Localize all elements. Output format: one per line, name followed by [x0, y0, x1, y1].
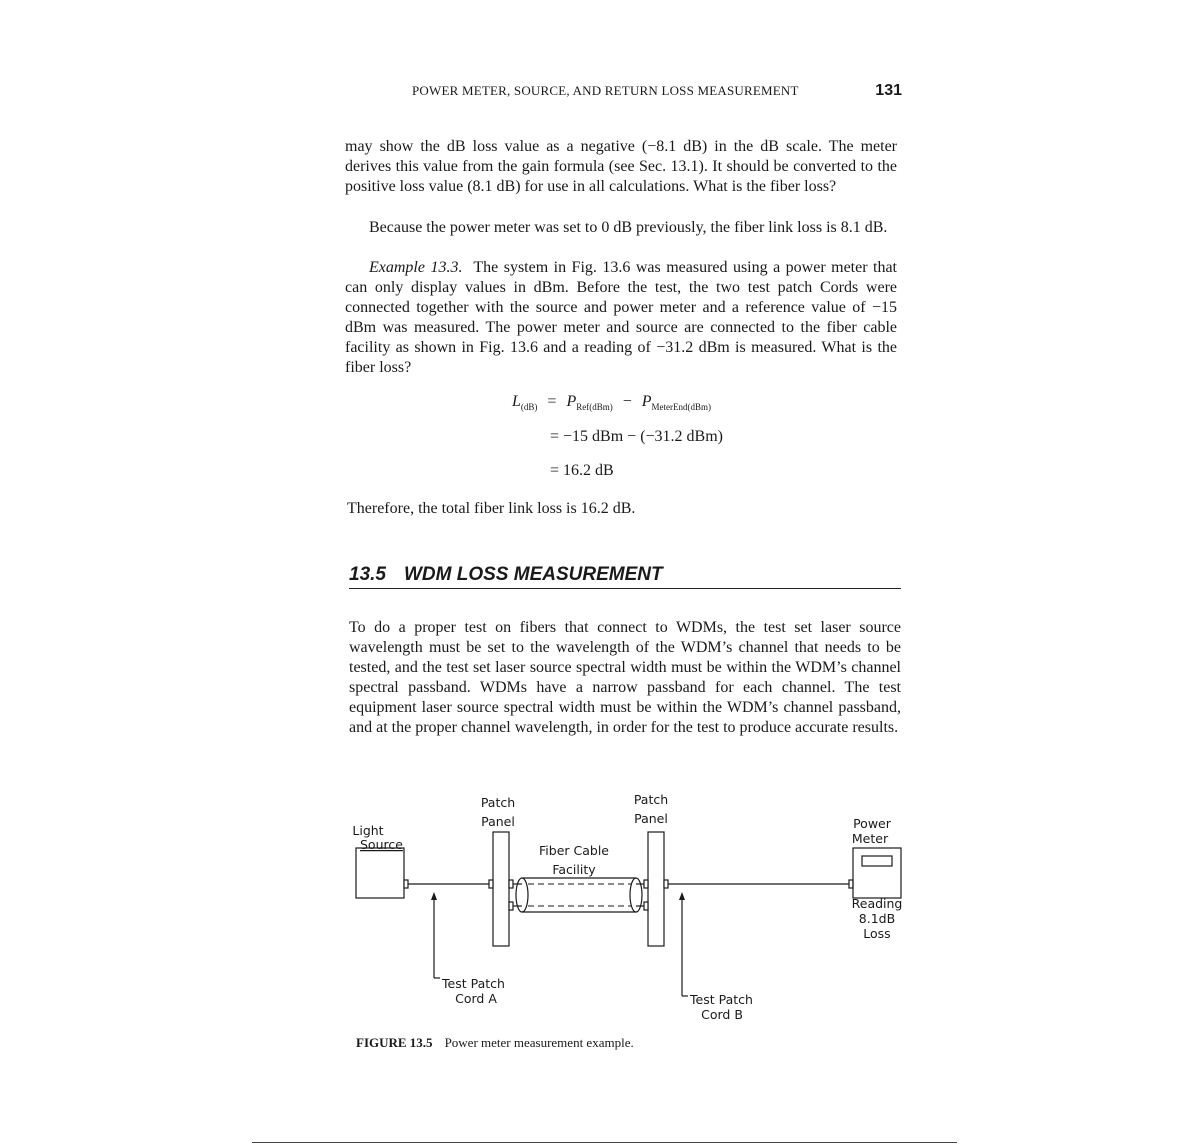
cord-a-label-1: Test Patch [442, 976, 505, 991]
reading-label-2: 8.1dB [858, 911, 896, 926]
section-number: 13.5 [349, 564, 386, 585]
patch-panel-b [648, 832, 664, 946]
equation-line-1: $L_{(dB)} = P_{Ref(dBm)} - P_{MeterEnd(dBm)}$ [512, 393, 712, 413]
power-meter-diagram [340, 782, 920, 1032]
equation-line-3: = 16.2 dB [550, 462, 614, 479]
paragraph-conclusion: Therefore, the total fiber link loss is 16.2 dB. [347, 500, 636, 517]
cord-b-label-1: Test Patch [690, 992, 753, 1007]
patch-panel-a-label-1: Patch [480, 795, 516, 810]
equation-line-2: = −15 dBm − (−31.2 dBm) [550, 428, 723, 445]
paragraph-2: Because the power meter was set to 0 dB previously, the fiber link loss is 8.1 dB. [369, 219, 888, 236]
fiber-label-2: Facility [552, 862, 596, 877]
patch-panel-b-label-2: Panel [634, 811, 668, 826]
reading-label-1: Reading [851, 896, 903, 911]
light-source-label-1: Light [352, 823, 384, 838]
cord-b-label-2: Cord B [701, 1007, 743, 1022]
meter-display [862, 856, 892, 866]
running-header [412, 82, 902, 100]
light-source-box [356, 848, 404, 898]
power-meter-label-1: Power [853, 816, 891, 831]
patch-panel-a [493, 832, 509, 946]
patch-panel-b-label-1: Patch [633, 792, 669, 807]
figure-caption-text: Power meter measurement example. [444, 1035, 634, 1050]
example-label: Example 13.3. [369, 259, 463, 276]
paragraph-1: may show the dB loss value as a negative (−8.1 dB) in the dB scale. The meter derives this value from the gain formula (see Sec. 13.1). It should be converted to the positive loss value (8.1 dB) for use in all calculations. What is the fiber loss? [345, 138, 897, 195]
figure-caption-label: FIGURE 13.5 [356, 1035, 433, 1050]
patch-panel-a-label-2: Panel [481, 814, 515, 829]
cord-a-label-2: Cord A [455, 991, 497, 1006]
fiber-label-1: Fiber Cable [539, 843, 609, 858]
running-title: POWER METER, SOURCE, AND RETURN LOSS MEASUREMENT [412, 83, 799, 98]
figure-caption [356, 1035, 634, 1051]
light-source-label-2: Source [360, 837, 403, 852]
power-meter-label-2: Meter [851, 831, 889, 846]
page-number: 131 [875, 82, 902, 99]
example-text: The system in Fig. 13.6 was measured using a power meter that can only display values in dBm. Before the test, the two test patch Cords were connected together with the source and power meter and a reference value of −15 dBm was measured. The power meter and source are connected to the fiber cable facility as shown in Fig. 13.6 and a reading of −31.2 dBm is measured. What is the fiber loss? [345, 259, 898, 376]
section-paragraph: To do a proper test on fibers that connect to WDMs, the test set laser source wavelength must be set to the wavelength of the WDM’s channel that needs to be tested, and the test set laser source spectral width must be within the WDM’s channel spectral passband. WDMs have a narrow passband for each channel. The test equipment laser source spectral width must be within the WDM’s channel passband, and at the proper channel wavelength, in order for the test to produce accurate results. [349, 619, 901, 736]
section-title-text: WDM LOSS MEASUREMENT [403, 564, 663, 585]
reading-label-3: Loss [863, 926, 891, 941]
paragraph-example [345, 258, 897, 378]
section-heading [349, 564, 901, 589]
bottom-rule [252, 1142, 957, 1143]
